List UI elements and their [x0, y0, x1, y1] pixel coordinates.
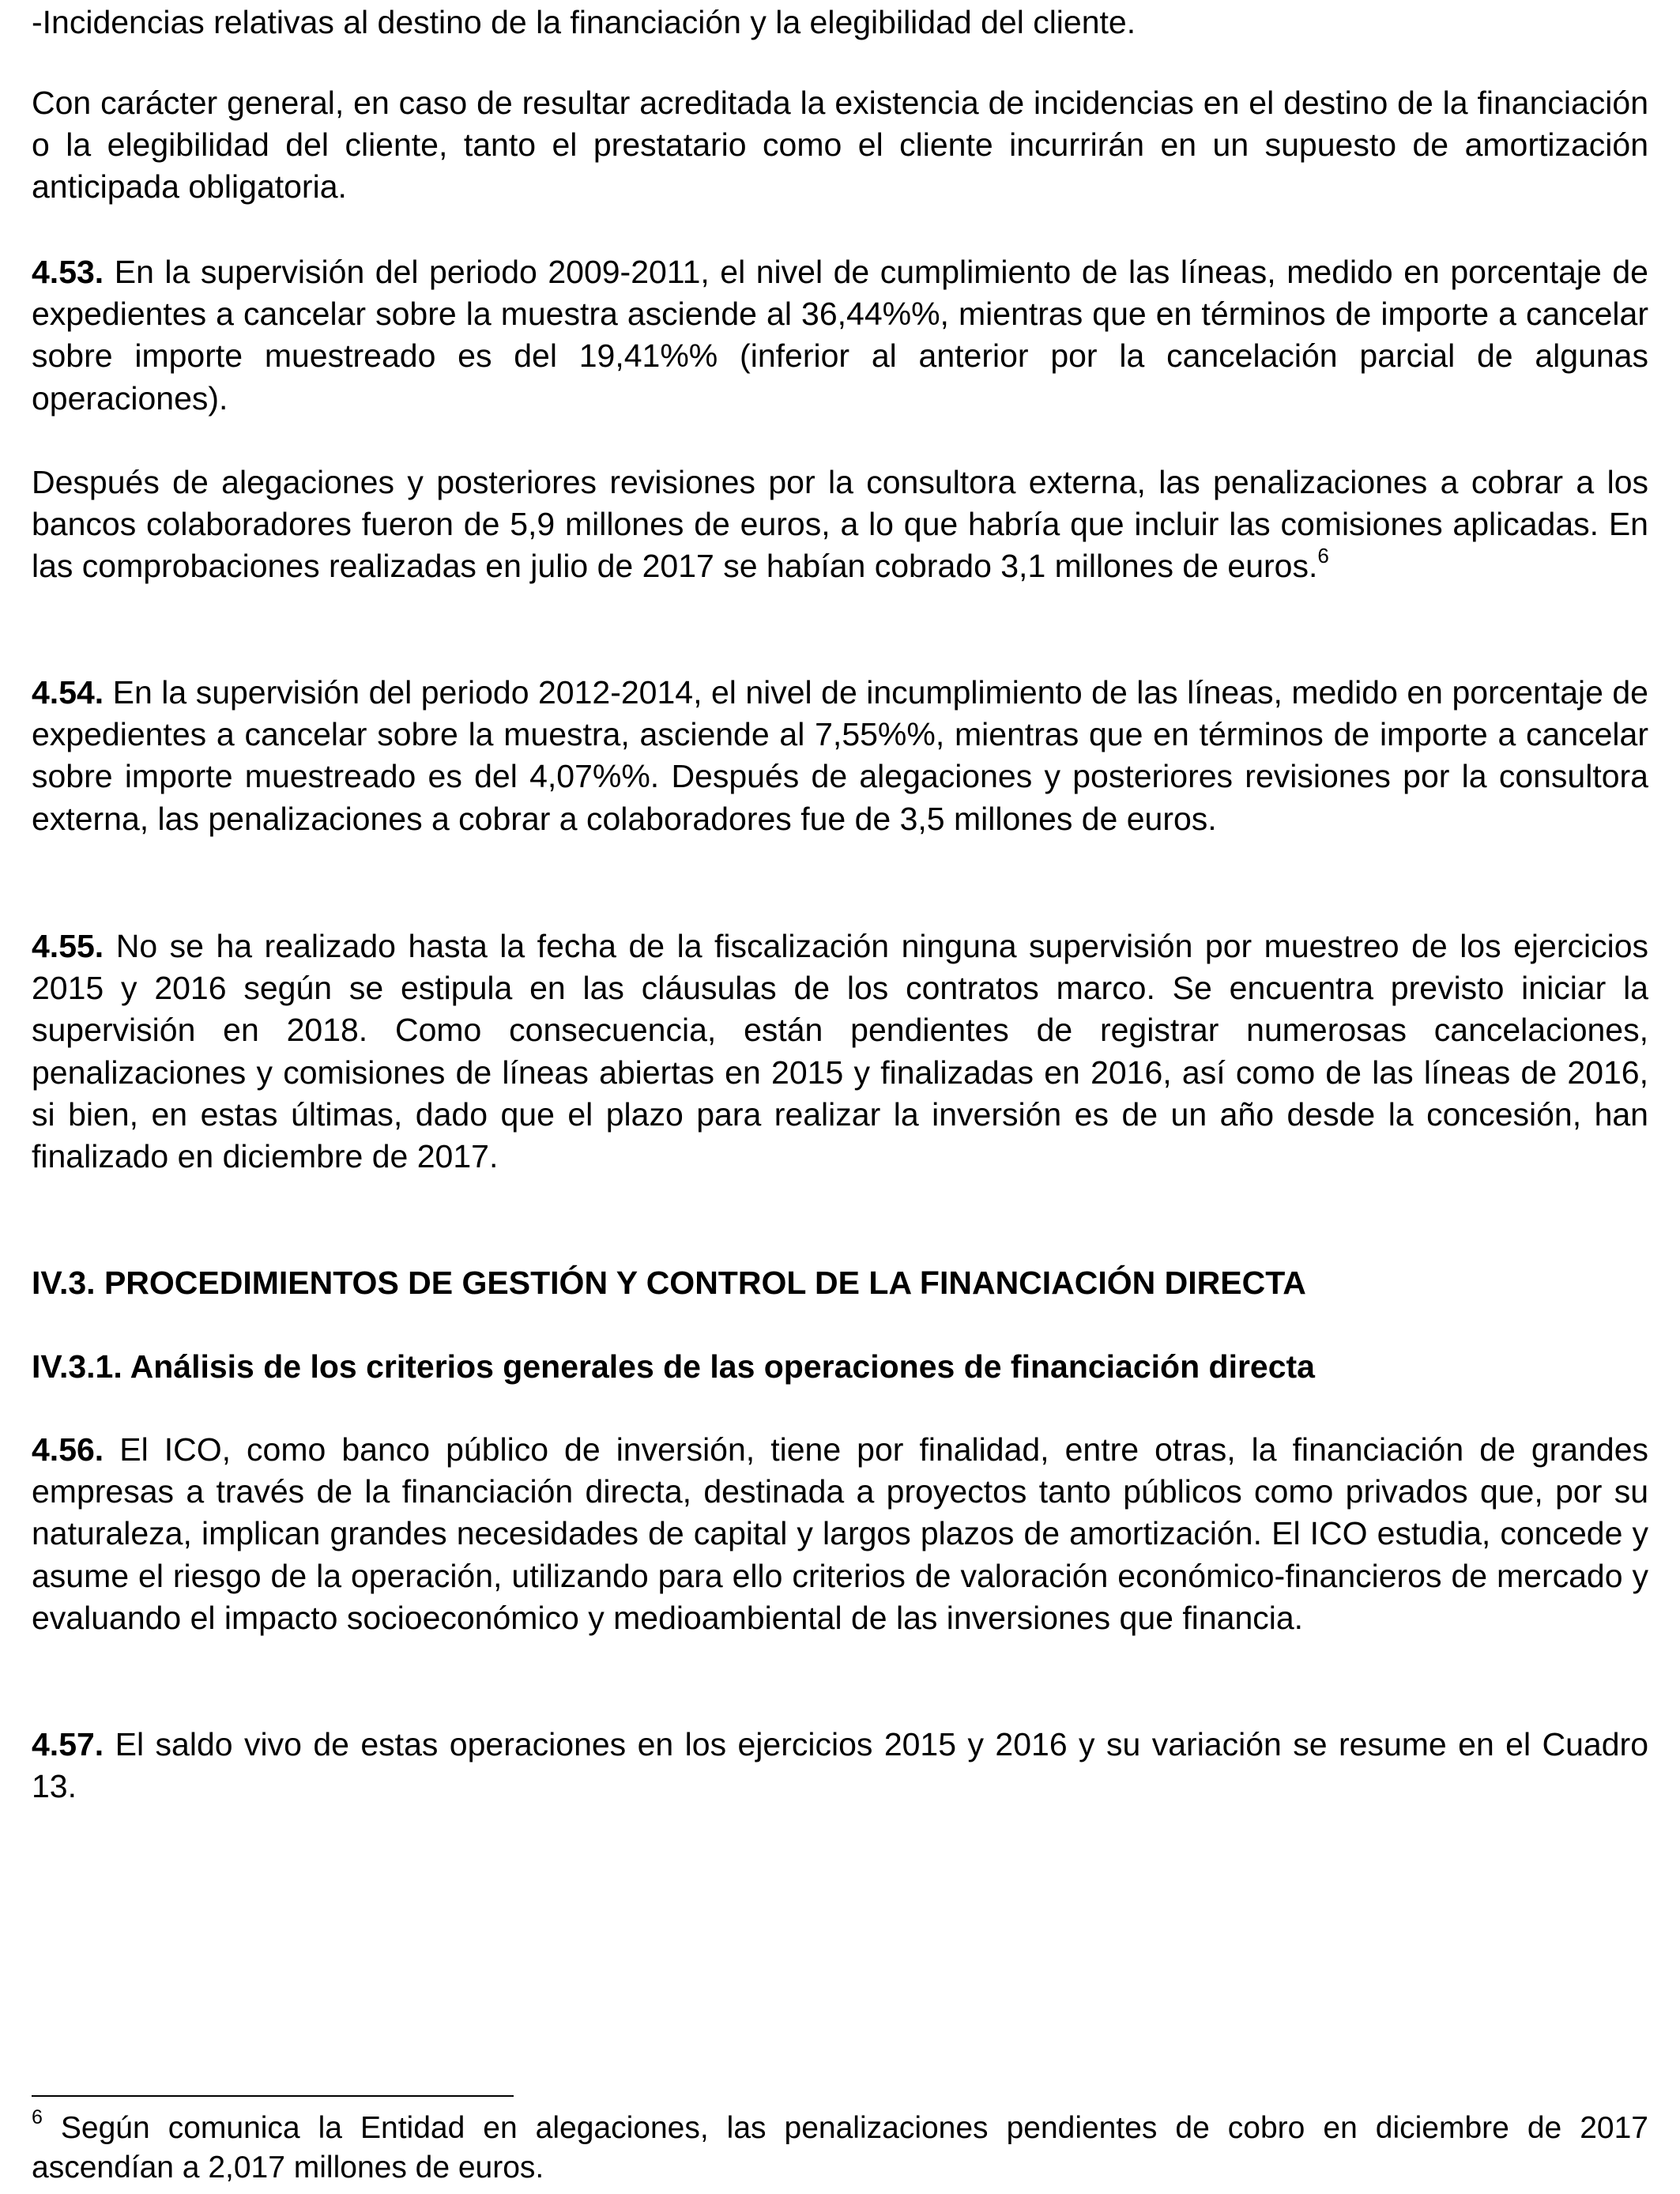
- paragraph-number: 4.56.: [32, 1431, 104, 1468]
- footnote: [32, 2106, 1648, 2188]
- paragraph-number: 4.54.: [32, 674, 104, 711]
- footnote-number: 6: [32, 2106, 43, 2128]
- paragraph-text: Después de alegaciones y posteriores revisiones por la consultora externa, las penalizaciones a cobrar a los bancos colaboradores fueron de 5,9 millones de euros, a lo que habría que incluir las comisiones aplicadas. En las comprobaciones realizadas en julio de 2017 se habían cobrado 3,1 millones de euros.: [32, 464, 1648, 585]
- section-heading: IV.3. PROCEDIMIENTOS DE GESTIÓN Y CONTROL DE LA FINANCIACIÓN DIRECTA: [32, 1265, 1306, 1301]
- paragraph-4-54: [32, 672, 1648, 840]
- paragraph-4-53: [32, 251, 1648, 420]
- paragraph-text: -Incidencias relativas al destino de la financiación y la elegibilidad del cliente.: [32, 4, 1136, 40]
- footnote-reference[interactable]: 6: [1317, 543, 1329, 567]
- paragraph-4-57: [32, 1724, 1648, 1808]
- paragraph-text: El saldo vivo de estas operaciones en los ejercicios 2015 y 2016 y su variación se resume en el Cuadro 13.: [32, 1726, 1648, 1805]
- paragraph-number: 4.53.: [32, 254, 104, 290]
- paragraph-text: En la supervisión del periodo 2009-2011, el nivel de cumplimiento de las líneas, medido en porcentaje de expedientes a cancelar sobre la muestra asciende al 36,44%%, mientras que en términos de importe a cancelar sobre importe muestreado es del 19,41%% (inferior al anterior por la cancelación parcial de algunas operaciones).: [32, 254, 1648, 417]
- paragraph-4-56: [32, 1429, 1648, 1639]
- paragraph-text: El ICO, como banco público de inversión, tiene por finalidad, entre otras, la financiación de grandes empresas a través de la financiación directa, destinada a proyectos tanto públicos como privados que, por su naturaleza, implican grandes necesidades de capital y largos plazos de amortización. El ICO estudia, concede y asume el riesgo de la operación, utilizando para ello criterios de valoración económico-financieros de mercado y evaluando el impacto socioeconómico y medioambiental de las inversiones que financia.: [32, 1431, 1648, 1636]
- paragraph-alegaciones: [32, 462, 1648, 588]
- subsection-heading: IV.3.1. Análisis de los criterios generales de las operaciones de financiación directa: [32, 1348, 1315, 1385]
- footnote-separator: [32, 2095, 514, 2097]
- footnote-text: Según comunica la Entidad en alegaciones, las penalizaciones pendientes de cobro en diciembre de 2017 ascendían a 2,017 millones de euros.: [32, 2111, 1648, 2185]
- paragraph-incidencias: [32, 2, 1648, 43]
- paragraph-number: 4.55.: [32, 928, 104, 964]
- paragraph-text: No se ha realizado hasta la fecha de la fiscalización ninguna supervisión por muestreo de los ejercicios 2015 y 2016 según se estipula en las cláusulas de los contratos marco. Se encuentra previsto iniciar la supervisión en 2018. Como consecuencia, están pendientes de registrar numerosas cancelaciones, penalizaciones y comisiones de líneas abiertas en 2015 y finalizadas en 2016, así como de las líneas de 2016, si bien, en estas últimas, dado que el plazo para realizar la inversión es de un año desde la concesión, han finalizado en diciembre de 2017.: [32, 928, 1648, 1175]
- paragraph-text: Con carácter general, en caso de resultar acreditada la existencia de incidencias en el destino de la financiación o la elegibilidad del cliente, tanto el prestatario como el cliente incurrirán en un supuesto de amortización anticipada obligatoria.: [32, 85, 1648, 205]
- paragraph-number: 4.57.: [32, 1726, 104, 1762]
- paragraph-text: En la supervisión del periodo 2012-2014, el nivel de incumplimiento de las líneas, medido en porcentaje de expedientes a cancelar sobre la muestra, asciende al 7,55%%, mientras que en términos de importe a cancelar sobre importe muestreado es del 4,07%%. Después de alegaciones y posteriores revisiones por la consultora externa, las penalizaciones a cobrar a colaboradores fue de 3,5 millones de euros.: [32, 674, 1648, 837]
- paragraph-4-55: [32, 925, 1648, 1178]
- paragraph-caracter-general: [32, 82, 1648, 209]
